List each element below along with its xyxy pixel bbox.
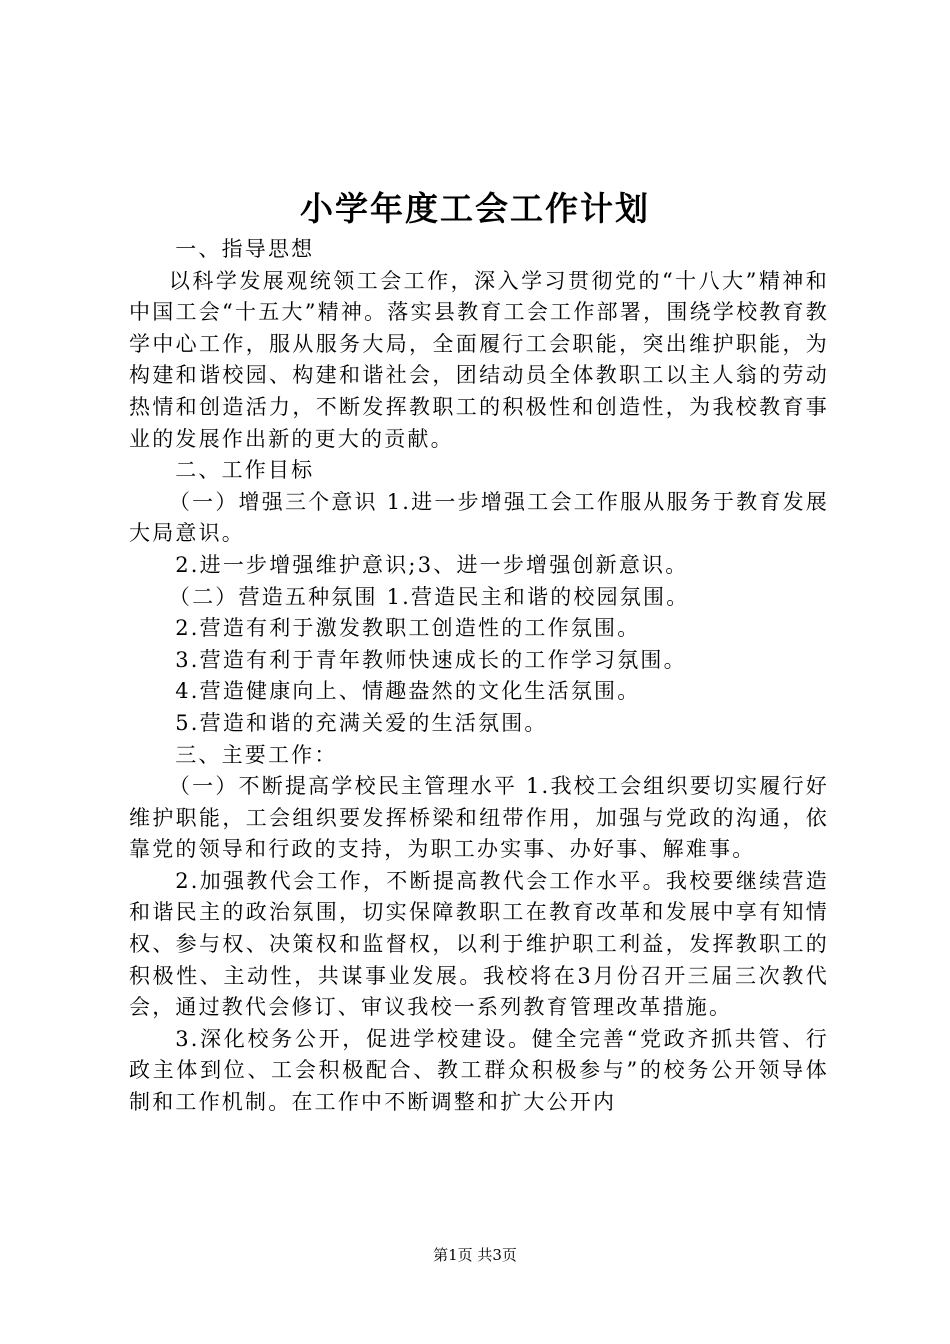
paragraph-school-affairs-openness: 3.深化校务公开，促进学校建设。健全完善“党政齐抓共管、行政主体到位、工会积极配合、教工群众积极参与”的校务公开领导体制和工作机制。在工作中不断调整和扩大公开内	[129, 1026, 829, 1115]
paragraph-atmosphere-2: 2.营造有利于激发教职工创造性的工作氛围。	[175, 616, 641, 641]
paragraph-staff-congress: 2.加强教代会工作，不断提高教代会工作水平。我校要继续营造和谐民主的政治氛围，切实保障教职工在教育改革和发展中享有知情权、参与权、决策权和监督权，以利于维护职工利益，发挥教职工的积极性、主动性，共谋事业发展。我校将在3月份召开三届三次教代会，通过教代会修订、审议我校一系列教育管理改革措施。	[129, 868, 829, 1020]
paragraph-goal-three-awareness: （一）增强三个意识 1.进一步增强工会工作服从服务于教育发展大局意识。	[129, 489, 829, 546]
paragraph-democratic-management: （一）不断提高学校民主管理水平 1.我校工会组织要切实履行好维护职能，工会组织要发挥桥梁和纽带作用，加强与党政的沟通，依靠党的领导和行政的支持，为职工办实事、办好事、解难事。	[129, 774, 829, 862]
section-heading-main-work: 三、主要工作：	[175, 742, 338, 767]
paragraph-goal-awareness-items: 2.进一步增强维护意识;3、进一步增强创新意识。	[175, 552, 689, 577]
document-title: 小学年度工会工作计划	[300, 189, 650, 228]
paragraph-atmosphere-3: 3.营造有利于青年教师快速成长的工作学习氛围。	[175, 647, 687, 672]
section-heading-guiding-thought: 一、指导思想	[175, 237, 315, 261]
paragraph-guiding-thought: 以科学发展观统领工会工作，深入学习贯彻党的“十八大”精神和中国工会“十五大”精神。落实县教育工会工作部署，围绕学校教育教学中心工作，服从服务大局，全面履行工会职能，突出维护职能，为构建和谐校园、构建和谐社会，团结动员全体教职工以主人翁的劳动热情和创造活力，不断发挥教职工的积极性和创造性，为我校教育事业的发展作出新的更大的贡献。	[129, 268, 829, 451]
paragraph-atmosphere-4: 4.营造健康向上、情趣盎然的文化生活氛围。	[175, 679, 641, 704]
document-body	[129, 234, 829, 1119]
paragraph-atmosphere-5: 5.营造和谐的充满关爱的生活氛围。	[175, 710, 548, 735]
page-number-footer: 第1页 共3页	[433, 1246, 517, 1264]
paragraph-goal-five-atmospheres: （二）营造五种氛围 1.营造民主和谐的校园氛围。	[168, 584, 690, 609]
section-heading-work-goals: 二、工作目标	[175, 458, 315, 483]
